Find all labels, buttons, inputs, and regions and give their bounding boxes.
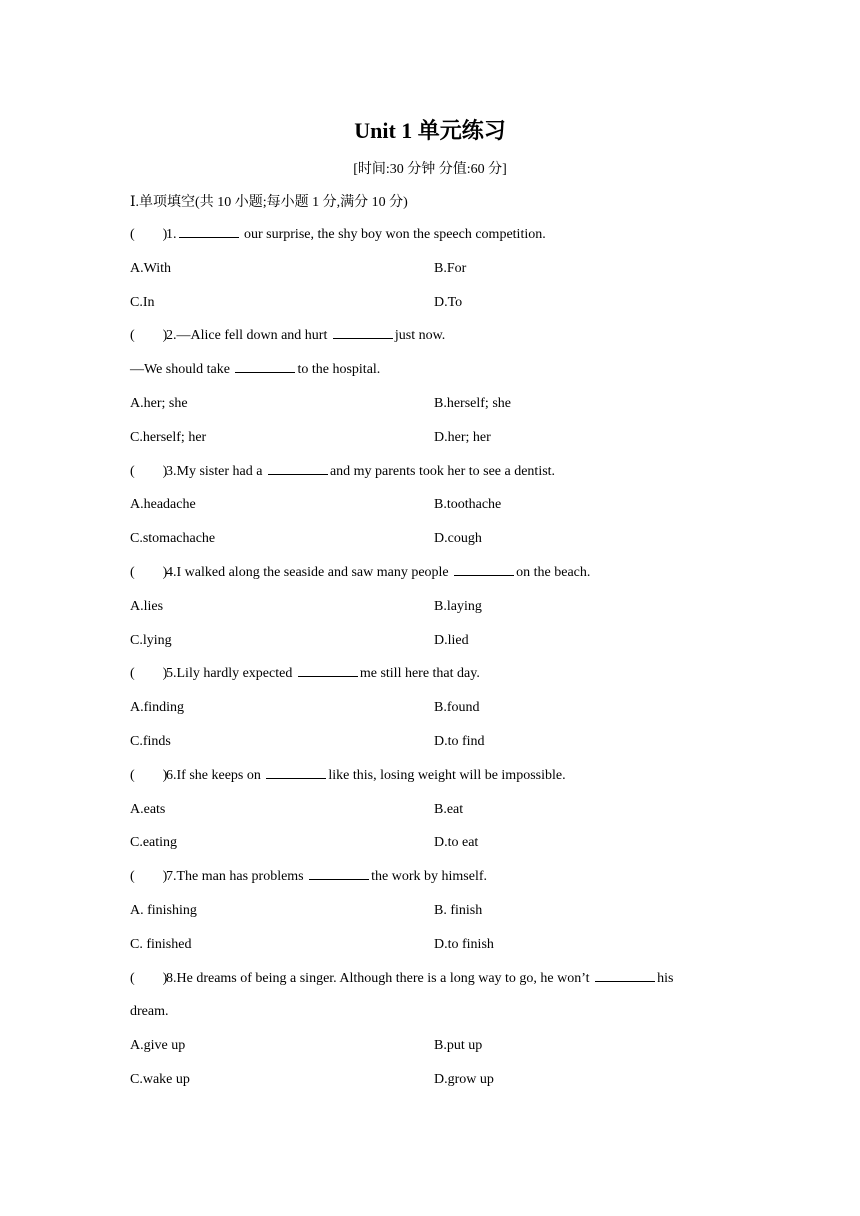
option-c[interactable]: C.lying [130, 632, 172, 648]
option-d[interactable]: D.cough [434, 531, 482, 547]
answer-bracket[interactable]: ( ) [130, 227, 168, 242]
question-list [130, 218, 740, 1097]
option-d[interactable]: D.To [434, 294, 463, 310]
fill-blank [266, 764, 326, 779]
question-8: ( )8.He dreams of being a singer. Although there is a long way to go, he won’t his [130, 962, 740, 996]
option-b[interactable]: B.found [434, 700, 480, 716]
options-row [130, 1029, 740, 1063]
options-row [130, 387, 740, 421]
option-c[interactable]: C.stomachache [130, 531, 216, 547]
options-row [130, 286, 740, 320]
options-row [130, 793, 740, 827]
options-row [130, 894, 740, 928]
fill-blank [235, 358, 295, 373]
option-b[interactable]: B. finish [434, 902, 483, 918]
fill-blank [298, 662, 358, 677]
option-b[interactable]: B.eat [434, 801, 464, 817]
option-a[interactable]: A. finishing [130, 902, 197, 918]
options-row [130, 1063, 740, 1097]
answer-bracket[interactable]: ( ) [130, 869, 168, 885]
options-row [130, 725, 740, 759]
option-a[interactable]: A.lies [130, 598, 164, 614]
options-row [130, 421, 740, 455]
option-a[interactable]: A.finding [130, 700, 185, 716]
option-a[interactable]: A.With [130, 260, 172, 276]
question-1: ( )1. our surprise, the shy boy won the speech competition. [130, 218, 740, 252]
fill-blank [309, 865, 369, 880]
answer-bracket[interactable]: ( ) [130, 463, 168, 479]
question-6: ( )6.If she keeps on like this, losing weight will be impossible. [130, 759, 740, 793]
option-b[interactable]: B.put up [434, 1038, 483, 1054]
options-row [130, 252, 740, 286]
options-row [130, 624, 740, 658]
options-row [130, 691, 740, 725]
option-c[interactable]: C.finds [130, 733, 171, 749]
options-row [130, 928, 740, 962]
answer-bracket[interactable]: ( ) [130, 666, 168, 682]
option-b[interactable]: B.herself; she [434, 395, 511, 411]
section-heading: Ⅰ.单项填空(共 10 小题;每小题 1 分,满分 10 分) [130, 195, 408, 210]
options-row [130, 522, 740, 556]
options-row [130, 826, 740, 860]
options-row [130, 488, 740, 522]
option-b[interactable]: B.toothache [434, 497, 502, 513]
option-c[interactable]: C. finished [130, 936, 192, 952]
page-title: Unit 1 单元练习 [354, 118, 506, 143]
question-3: ( )3.My sister had a and my parents took her to see a dentist. [130, 455, 740, 489]
options-row [130, 590, 740, 624]
option-c[interactable]: C.eating [130, 835, 178, 851]
question-7: ( )7.The man has problems the work by himself. [130, 860, 740, 894]
option-d[interactable]: D.to eat [434, 835, 479, 851]
fill-blank [179, 223, 239, 238]
fill-blank [268, 460, 328, 475]
fill-blank [333, 324, 393, 339]
question-4: ( )4.I walked along the seaside and saw many people on the beach. [130, 556, 740, 590]
answer-bracket[interactable]: ( ) [130, 767, 168, 783]
option-b[interactable]: B.For [434, 260, 467, 276]
fill-blank [454, 561, 514, 576]
question-2: ( )2.—Alice fell down and hurt just now. [130, 319, 740, 353]
option-d[interactable]: D.lied [434, 632, 469, 648]
question-2-line-2: —We should take to the hospital. [130, 353, 740, 387]
option-a[interactable]: A.give up [130, 1038, 186, 1054]
question-8-line-2: dream. [130, 1004, 169, 1020]
option-a[interactable]: A.headache [130, 497, 196, 513]
fill-blank [595, 967, 655, 982]
option-d[interactable]: D.to find [434, 733, 485, 749]
answer-bracket[interactable]: ( ) [130, 328, 168, 344]
option-d[interactable]: D.to finish [434, 936, 494, 952]
option-a[interactable]: A.her; she [130, 395, 188, 411]
option-d[interactable]: D.grow up [434, 1071, 494, 1087]
option-d[interactable]: D.her; her [434, 429, 491, 445]
answer-bracket[interactable]: ( ) [130, 970, 168, 986]
option-a[interactable]: A.eats [130, 801, 166, 817]
answer-bracket[interactable]: ( ) [130, 564, 168, 580]
option-c[interactable]: C.In [130, 294, 155, 310]
option-c[interactable]: C.herself; her [130, 429, 207, 445]
option-c[interactable]: C.wake up [130, 1071, 190, 1087]
question-5: ( )5.Lily hardly expected me still here that day. [130, 657, 740, 691]
option-b[interactable]: B.laying [434, 598, 482, 614]
page-subtitle: [时间:30 分钟 分值:60 分] [353, 162, 507, 177]
